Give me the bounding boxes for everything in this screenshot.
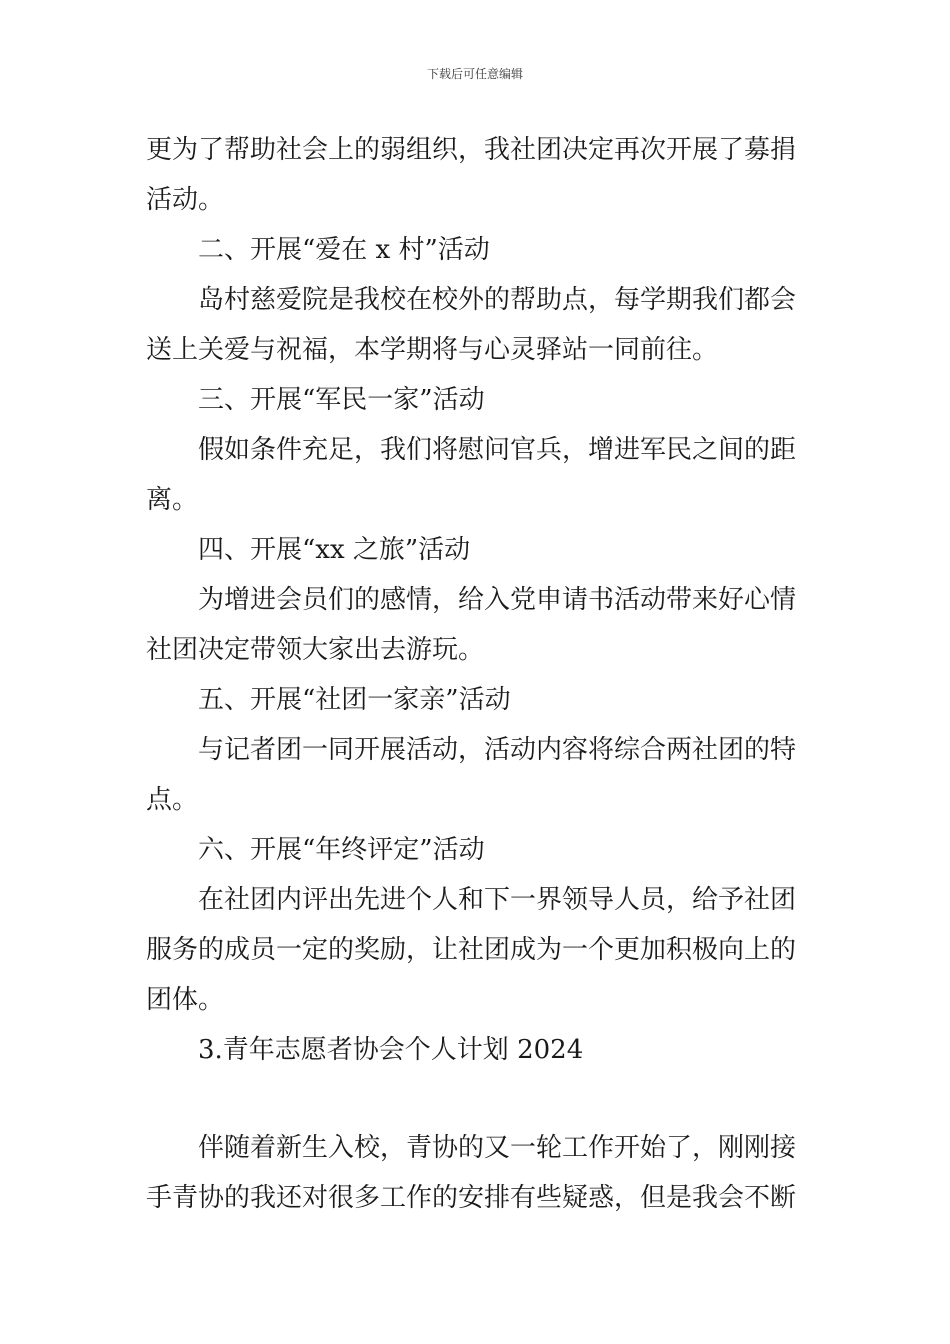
text-line: 与记者团一同开展活动，活动内容将综合两社团的特 bbox=[198, 735, 797, 765]
text-line: 假如条件充足，我们将慰问官兵，增进军民之间的距 bbox=[198, 435, 797, 465]
text-line: 服务的成员一定的奖励，让社团成为一个更加积极向上的 bbox=[146, 935, 797, 965]
section-heading: 四、开展“xx 之旅”活动 bbox=[198, 535, 471, 565]
document-body bbox=[146, 125, 808, 1223]
text-line: 点。 bbox=[146, 785, 199, 815]
text-line: 更为了帮助社会上的弱组织，我社团决定再次开展了募捐 bbox=[146, 135, 797, 165]
text-line: 社团决定带领大家出去游玩。 bbox=[146, 635, 485, 665]
text-line: 岛村慈爱院是我校在校外的帮助点，每学期我们都会 bbox=[198, 285, 797, 315]
document-title: 3.青年志愿者协会个人计划 2024 bbox=[198, 1035, 584, 1065]
text-line: 送上关爱与祝福，本学期将与心灵驿站一同前往。 bbox=[146, 335, 719, 365]
blank-line bbox=[146, 1075, 808, 1123]
text-line: 活动。 bbox=[146, 185, 225, 215]
section-heading: 六、开展“年终评定”活动 bbox=[198, 835, 485, 865]
section-heading: 二、开展“爱在 x 村”活动 bbox=[198, 235, 490, 265]
text-line: 为增进会员们的感情，给入党申请书活动带来好心情 bbox=[198, 585, 797, 615]
page-header: 下载后可任意编辑 bbox=[426, 67, 523, 81]
section-heading: 三、开展“军民一家”活动 bbox=[198, 385, 485, 415]
text-line: 在社团内评出先进个人和下一界领导人员，给予社团 bbox=[198, 885, 797, 915]
section-heading: 五、开展“社团一家亲”活动 bbox=[198, 685, 511, 715]
text-line: 团体。 bbox=[146, 985, 225, 1015]
text-line: 伴随着新生入校，青协的又一轮工作开始了，刚刚接 bbox=[198, 1133, 797, 1163]
text-line: 手青协的我还对很多工作的安排有些疑惑，但是我会不断 bbox=[146, 1183, 797, 1213]
text-line: 离。 bbox=[146, 485, 199, 515]
